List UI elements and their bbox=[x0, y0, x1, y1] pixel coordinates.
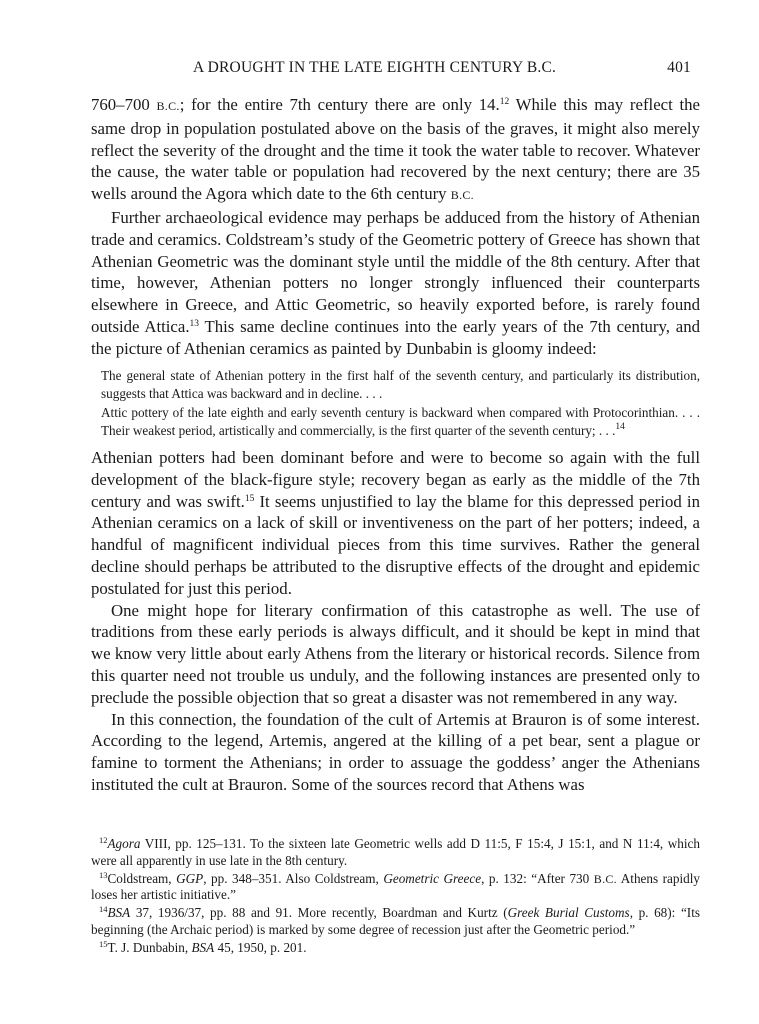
text-run: Further archaeological evidence may perhaps be adduced from the history of Athenian trade and ceramics. Coldstream’s study of the Geometric pottery of Greece has shown that Athenian Geometric was the dominant style until the middle of the 8th century. After that time, however, Athenian potters no longer strongly influenced their counterparts elsewhere in Greece, and Attic Geometric, so heavily exported before, is rarely found outside Attica. bbox=[91, 207, 700, 336]
footnotes bbox=[91, 836, 700, 958]
footnote-number: 15 bbox=[99, 938, 108, 949]
paragraph: In this connection, the foundation of the cult of Artemis at Brauron is of some interest. According to the legend, Artemis, angered at the killing of a pet bear, sent a plague or famine to torment the Athenians; in order to assuage the goddess’ anger the Athenians instituted the cult at Brauron. Some of the sources record that Athens was bbox=[91, 709, 700, 794]
footnote-number: 14 bbox=[99, 904, 108, 915]
footnote-12 bbox=[91, 836, 700, 870]
footnote-ref-13: 13 bbox=[189, 318, 200, 329]
citation-title: BSA bbox=[191, 939, 215, 955]
text-run: While this may reflect the same drop in population postulated above on the basis of the graves, it might also merely reflect the severity of the drought and the time it took the water table to recover. Whatever the cause, the water table or population had recovered by the next century; there are 35 wells around the Agora which date to the 6th century bbox=[91, 95, 700, 204]
footnote-ref-12: 12 bbox=[499, 97, 510, 107]
text-run: This same decline continues into the early years of the 7th century, and the picture of Athenian ceramics as painted by Dunbabin is gloomy indeed: bbox=[91, 316, 700, 358]
footnote-ref-15: 15 bbox=[244, 493, 255, 504]
paragraph bbox=[91, 207, 700, 360]
quote-line bbox=[101, 404, 700, 441]
footnote-number: 13 bbox=[99, 869, 108, 880]
quote-line: The general state of Athenian pottery in the first half of the seventh century, and particularly its distribution, suggests that Attica was backward and in decline. . . . bbox=[101, 367, 700, 402]
paragraph bbox=[91, 94, 700, 207]
text-run: , p. 68): “Its beginning (the Archaic period) is marked by some degree of recession just after the Geometric period.” bbox=[91, 905, 700, 937]
block-quote bbox=[101, 367, 700, 441]
bc-abbrev: B.C. bbox=[450, 188, 474, 203]
text-run: Athens rapidly loses her artistic initiative.” bbox=[91, 870, 700, 903]
page-number: 401 bbox=[667, 59, 691, 76]
citation-title: Greek Burial Customs bbox=[507, 905, 630, 921]
running-header bbox=[95, 59, 691, 83]
text-run: Coldstream, bbox=[107, 870, 177, 886]
bc-abbrev: B.C. bbox=[156, 99, 180, 113]
bc-abbrev: B.C. bbox=[593, 871, 617, 886]
text-run: 45, 1950, p. 201. bbox=[214, 939, 307, 955]
footnote-number: 12 bbox=[99, 835, 108, 845]
text-run: ; for the entire 7th century there are only 14. bbox=[179, 95, 500, 114]
text-run: T. J. Dunbabin, bbox=[107, 939, 192, 955]
paragraph bbox=[91, 447, 700, 600]
text-run: VIII, pp. 125–131. To the sixteen late Geometric wells add D 11:5, F 15:4, J 15:1, and N 11:4, which were all apparently in use late in the 8th century. bbox=[91, 836, 700, 868]
body-text bbox=[91, 94, 700, 796]
footnote-13 bbox=[91, 871, 700, 905]
citation-title: GGP bbox=[176, 870, 204, 886]
footnote-14 bbox=[91, 905, 700, 939]
citation-title: Agora bbox=[107, 836, 141, 851]
footnote-ref-14: 14 bbox=[615, 422, 625, 433]
running-title: A DROUGHT IN THE LATE EIGHTH CENTURY B.C. bbox=[193, 59, 557, 76]
text-run: 760–700 bbox=[91, 95, 157, 114]
citation-title: BSA bbox=[107, 905, 131, 921]
paragraph: One might hope for literary confirmation of this catastrophe as well. The use of traditions from these early periods is always difficult, and it should be kept in mind that we know very little about early Athens from the literary or historical records. Silence from this quarter need not trouble us unduly, and the following instances are presented only to preclude the possible objection that so great a disaster was not remembered in any way. bbox=[91, 600, 700, 707]
footnote-15 bbox=[91, 940, 700, 957]
text-run: , pp. 348–351. Also Coldstream, bbox=[203, 870, 384, 886]
text-run: Attic pottery of the late eighth and early seventh century is backward when compared with Protocorinthian. . . . Their weakest period, artistically and commercially, is the first quarter of the seventh century; . . . bbox=[101, 404, 700, 439]
text-run: It seems unjustified to lay the blame for this depressed period in Athenian ceramics on a lack of skill or inventiveness on the part of her potters; indeed, a handful of magnificent individual pieces from this time survives. Rather the general decline should perhaps be attributed to the disruptive effects of the drought and epidemic postulated for just this period. bbox=[91, 491, 700, 598]
citation-title: Geometric Greece bbox=[383, 870, 482, 886]
text-run: , p. 132: “After 730 bbox=[481, 870, 594, 886]
text-run: 37, 1936/37, pp. 88 and 91. More recently, Boardman and Kurtz ( bbox=[130, 905, 508, 921]
text-run: Athenian potters had been dominant before and were to become so again with the full development of the black-figure style; recovery began as early as the middle of the 7th century and was swift. bbox=[91, 447, 700, 511]
